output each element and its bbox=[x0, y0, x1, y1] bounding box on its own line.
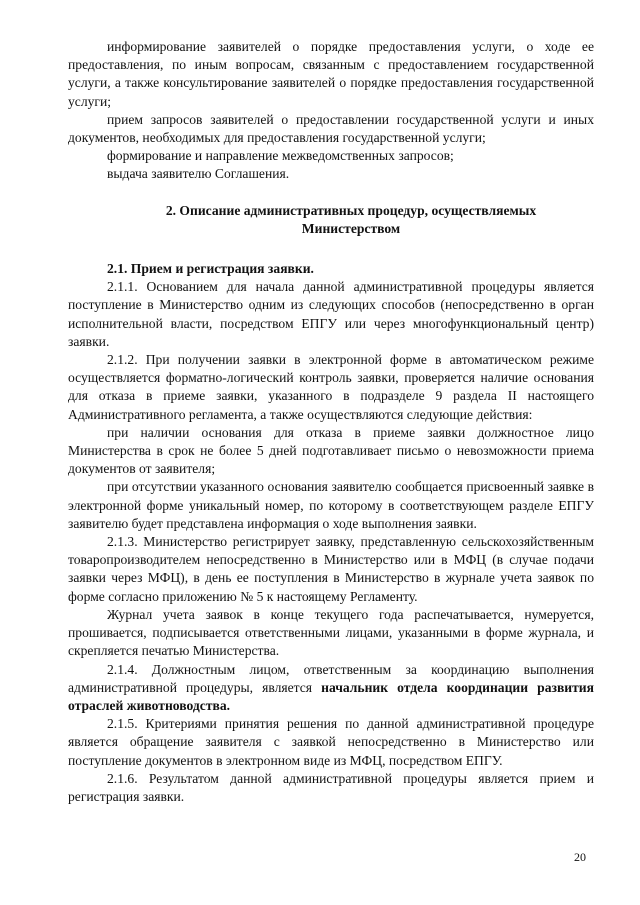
spacer bbox=[68, 238, 594, 260]
paragraph-informing: информирование заявителей о порядке предоставления услуги, о ходе ее предоставления, по иным вопросам, связанным с предоставлением государственной услуги, а также консультирование заявителей о порядке предоставления государственной услуги; bbox=[68, 39, 594, 109]
paragraph-interdepartmental: формирование и направление межведомственных запросов; bbox=[107, 148, 454, 164]
paragraph-2-1-4-text: 2.1.4. Должностным лицом, ответственным за координацию выполнения административной процедуры, является bbox=[68, 661, 594, 695]
responsible-official: начальник отдела координации развития отраслей животноводства. bbox=[68, 679, 594, 713]
paragraph-2-1-3-journal: Журнал учета заявок в конце текущего года распечатывается, нумеруется, прошивается, подписывается ответственными лицами, указанными в форме журнала, и скрепляется печатью Министерства. bbox=[68, 606, 594, 659]
paragraph-2-1-3: 2.1.3. Министерство регистрирует заявку, представленную сельскохозяйственным товаропроизводителем непосредственно в Министерство или в МФЦ (в случае подачи заявки через МФЦ), в день ее поступления в Министерство в журнале учета заявок по форме согласно приложению № 5 к настоящему Регламенту. bbox=[68, 534, 594, 604]
paragraph-2-1-2-number: при отсутствии указанного основания заявителю сообщается присвоенный заявке в электронной форме уникальный номер, по которому в соответствующем разделе ЕПГУ заявителю будет представлена информация о ходе выполнения заявки. bbox=[68, 479, 594, 531]
paragraph-2-1-5: 2.1.5. Критериями принятия решения по данной административной процедуре является обращение заявителя с заявкой непосредственно в Министерство или поступление документов в электронном виде из МФЦ, посредством ЕПГУ. bbox=[68, 716, 594, 768]
page-number: 20 bbox=[574, 850, 586, 864]
paragraph-2-1-6: 2.1.6. Результатом данной административной процедуры является прием и регистрация заявки. bbox=[68, 770, 594, 804]
paragraph-2-1-4 bbox=[68, 661, 594, 716]
paragraph-2-1-1: 2.1.1. Основанием для начала данной административной процедуры является поступление в Министерство одним из следующих способов (непосредственно в орган исполнительной власти, посредством ЕПГУ или через многофункциональный центр) заявки. bbox=[68, 279, 594, 349]
paragraph-issuance: выдача заявителю Соглашения. bbox=[107, 166, 290, 182]
paragraph-requests: прием запросов заявителей о предоставлении государственной услуги и иных документов, необходимых для предоставления государственной услуги; bbox=[68, 111, 594, 146]
paragraph-2-1-2-refusal: при наличии основания для отказа в приеме заявки должностное лицо Министерства в срок не более 5 дней подготавливает письмо о невозможности приема документов от заявителя; bbox=[68, 424, 594, 477]
document-page bbox=[68, 38, 594, 806]
section-heading: 2. Описание административных процедур, осуществляемых Министерством bbox=[165, 202, 537, 236]
paragraph-2-1-2: 2.1.2. При получении заявки в электронной форме в автоматическом режиме осуществляется форматно-логический контроль заявки, проверяется наличие основания для отказа в приеме заявки, указанного в подразделе 9 раздела II настоящего Административного регламента, а также осуществляются следующие действия: bbox=[68, 352, 594, 422]
subsection-heading: 2.1. Прием и регистрация заявки. bbox=[107, 261, 314, 277]
